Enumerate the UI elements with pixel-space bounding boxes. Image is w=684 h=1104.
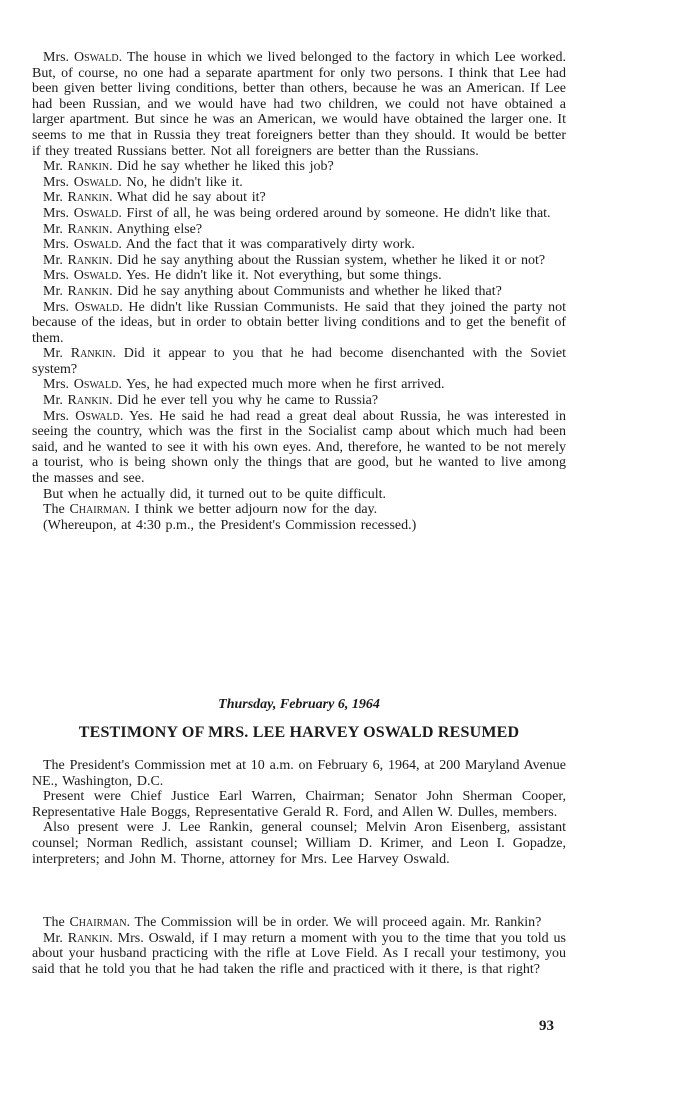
speaker-name: Rankin bbox=[67, 252, 110, 268]
text-run: Mr. bbox=[43, 346, 71, 362]
text-run: Mrs. bbox=[43, 268, 74, 284]
testimony-title: TESTIMONY OF MRS. LEE HARVEY OSWALD RESUMED bbox=[78, 723, 520, 741]
speaker-name: Rankin bbox=[67, 393, 110, 409]
text-run: . Did he ever tell you why he came to Russia? bbox=[109, 393, 379, 409]
text-run: Mrs. bbox=[43, 174, 74, 190]
testimony-paragraph bbox=[32, 758, 566, 789]
text-run: . Did he say anything about Communists and whether he liked that? bbox=[109, 283, 502, 299]
text-run: . And the fact that it was comparatively dirty work. bbox=[118, 237, 415, 253]
testimony-paragraph bbox=[32, 284, 566, 300]
speaker-name: Rankin bbox=[67, 190, 110, 206]
text-run: . What did he say about it? bbox=[109, 190, 266, 206]
testimony-paragraph bbox=[32, 820, 566, 867]
text-run: . The Commission will be in order. We will proceed again. Mr. Rankin? bbox=[126, 915, 542, 930]
testimony-paragraph bbox=[32, 268, 566, 284]
text-run: Present were Chief Justice Earl Warren, Chairman; Senator John Sherman Cooper, Representative Hale Boggs, Representative Gerald R. Ford, and Allen W. Dulles, members. bbox=[32, 789, 566, 820]
testimony-paragraph bbox=[32, 377, 566, 393]
session-header bbox=[32, 697, 566, 741]
text-run: Mrs. bbox=[43, 377, 74, 393]
testimony-paragraph bbox=[32, 789, 566, 820]
speaker-name: Chairman bbox=[69, 915, 127, 930]
testimony-paragraph bbox=[32, 222, 566, 238]
testimony-paragraph bbox=[32, 502, 566, 518]
text-run: . The house in which we lived belonged to the factory in which Lee worked. But, of course, no one had a separate apartment for only two persons. I think that Lee had been given better living conditions, better than others, because he was an American. If Lee had been Russian, and we would have had two children, we could not have obtained a larger apartment. But since he was an American, we would have obtained the larger one. It seems to me that in Russia they treat foreigners better than they should. It would be better if they treated Russians better. Not all foreigners are better than the Russians. bbox=[32, 50, 566, 159]
text-run: Mr. bbox=[43, 930, 68, 946]
speaker-name: Oswald bbox=[73, 268, 119, 284]
text-run: . First of all, he was being ordered around by someone. He didn't like that. bbox=[118, 205, 551, 221]
page-number: 93 bbox=[539, 1018, 554, 1034]
text-run: . Did it appear to you that he had become disenchanted with the Soviet system? bbox=[32, 346, 566, 377]
speaker-name: Oswald bbox=[74, 299, 120, 315]
text-run: Mrs. bbox=[43, 205, 74, 221]
text-run: . Did he say whether he liked this job? bbox=[109, 159, 334, 175]
speaker-name: Oswald bbox=[73, 377, 119, 393]
text-run: Mrs. bbox=[43, 237, 74, 253]
testimony-paragraph bbox=[32, 237, 566, 253]
testimony-paragraph bbox=[32, 915, 566, 931]
text-run: Mr. bbox=[43, 190, 68, 206]
testimony-paragraph bbox=[32, 518, 566, 534]
text-run: (Whereupon, at 4:30 p.m., the President's Commission recessed.) bbox=[43, 517, 417, 533]
prior-session-dialogue-section bbox=[32, 50, 566, 533]
speaker-name: Oswald bbox=[73, 237, 119, 253]
speaker-name: Oswald bbox=[75, 408, 120, 424]
session-resumed-section bbox=[32, 915, 566, 977]
testimony-paragraph bbox=[32, 300, 566, 347]
testimony-paragraph bbox=[32, 487, 566, 503]
text-run: The President's Commission met at 10 a.m. on February 6, 1964, at 200 Maryland Avenue NE., Washington, D.C. bbox=[32, 758, 566, 789]
testimony-paragraph bbox=[32, 175, 566, 191]
speaker-name: Rankin bbox=[67, 930, 110, 946]
speaker-name: Rankin bbox=[67, 221, 110, 237]
text-run: . Yes. He said he had read a great deal about Russia, he was interested in seeing the country, which was the first in the Socialist camp about which much had been said, and he wanted to see it with his own eyes. And, therefore, he wanted to be not merely a tourist, who is being shown only the things that are good, but he wanted to live among the masses and see. bbox=[32, 408, 566, 487]
text-run: Mrs. bbox=[43, 299, 75, 315]
session-intro-section bbox=[32, 758, 566, 867]
speaker-name: Oswald bbox=[74, 50, 119, 65]
testimony-paragraph bbox=[32, 409, 566, 487]
speaker-name: Oswald bbox=[73, 205, 119, 221]
text-run: . Anything else? bbox=[109, 221, 203, 237]
text-run: . He didn't like Russian Communists. He said that they joined the party not because of the ideas, but in order to obtain better living conditions and to get the benefit of them. bbox=[32, 299, 566, 346]
speaker-name: Oswald bbox=[73, 174, 119, 190]
testimony-paragraph bbox=[32, 190, 566, 206]
testimony-paragraph bbox=[32, 206, 566, 222]
text-run: . Did he say anything about the Russian system, whether he liked it or not? bbox=[109, 252, 546, 268]
speaker-name: Chairman bbox=[69, 502, 127, 518]
testimony-paragraph bbox=[32, 253, 566, 269]
text-run: Mr. bbox=[43, 393, 68, 409]
text-run: . Mrs. Oswald, if I may return a moment with you to the time that you told us about your husband practicing with the rifle at Love Field. As I recall your testimony, you said that he told you that he had taken the rifle and practiced with it there, is that right? bbox=[32, 930, 566, 977]
text-run: Mr. bbox=[43, 221, 68, 237]
testimony-paragraph bbox=[32, 931, 566, 978]
text-run: . Yes. He didn't like it. Not everything, but some things. bbox=[118, 268, 442, 284]
text-run: But when he actually did, it turned out to be quite difficult. bbox=[43, 486, 387, 502]
session-date-line: Thursday, February 6, 1964 bbox=[218, 697, 380, 712]
text-run: . No, he didn't like it. bbox=[118, 174, 243, 190]
text-run: Mrs. bbox=[43, 50, 75, 65]
text-run: The bbox=[43, 915, 70, 930]
speaker-name: Rankin bbox=[67, 283, 110, 299]
testimony-paragraph bbox=[32, 346, 566, 377]
testimony-paragraph bbox=[32, 393, 566, 409]
speaker-name: Rankin bbox=[70, 346, 113, 362]
text-run: Also present were J. Lee Rankin, general counsel; Melvin Aron Eisenberg, assistant counsel; Norman Redlich, assistant counsel; William D. Krimer, and Leon I. Gopadze, interpreters; and John M. Thorne, attorney for Mrs. Lee Harvey Oswald. bbox=[32, 820, 566, 867]
text-run: Mr. bbox=[43, 283, 68, 299]
text-run: Mrs. bbox=[43, 408, 76, 424]
text-run: . Yes, he had expected much more when he first arrived. bbox=[118, 377, 445, 393]
text-run: The bbox=[43, 502, 70, 518]
testimony-paragraph bbox=[32, 50, 566, 159]
text-run: . I think we better adjourn now for the day. bbox=[126, 502, 378, 518]
speaker-name: Rankin bbox=[67, 159, 110, 175]
text-run: Mr. bbox=[43, 159, 68, 175]
testimony-paragraph bbox=[32, 159, 566, 175]
text-run: Mr. bbox=[43, 252, 68, 268]
